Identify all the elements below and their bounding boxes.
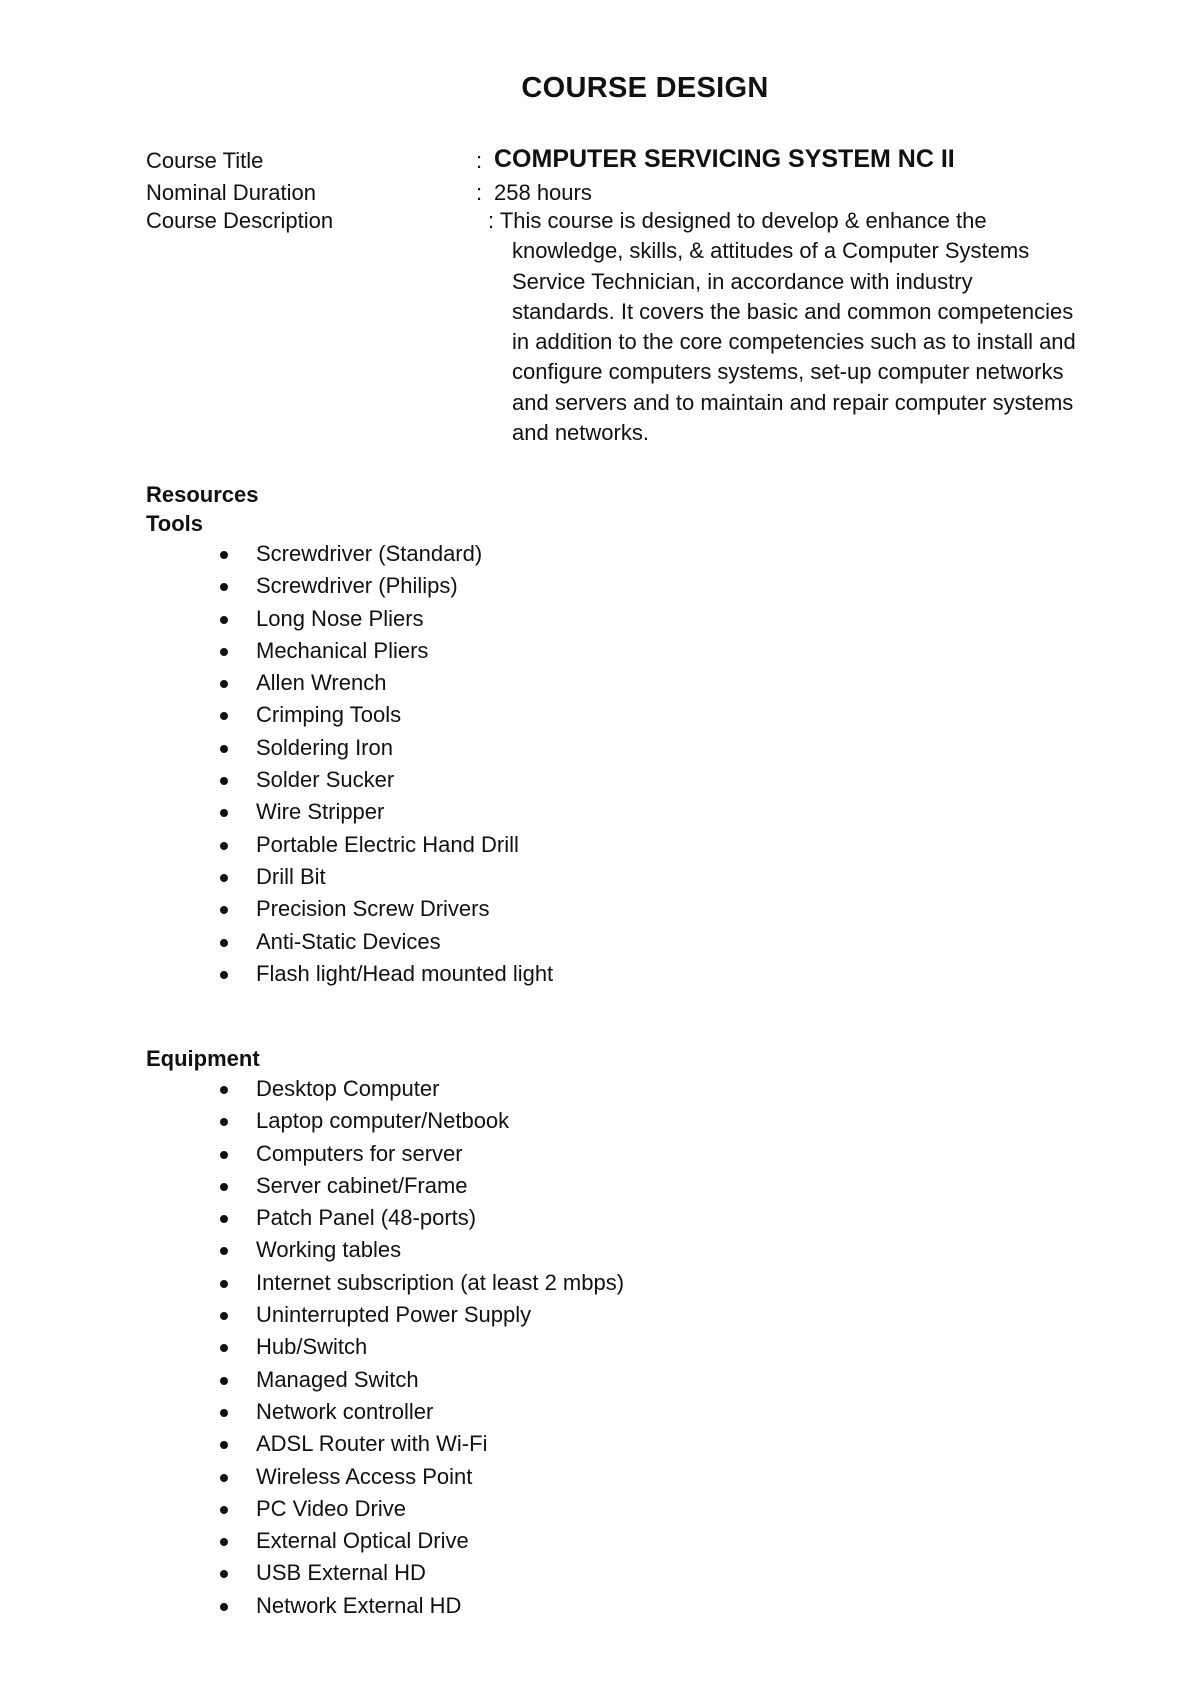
equipment-item-label: Laptop computer/Netbook	[256, 1108, 510, 1134]
list-item	[146, 1461, 624, 1493]
bullet-icon	[220, 809, 228, 817]
equipment-item-label: Internet subscription (at least 2 mbps)	[256, 1269, 625, 1295]
bullet-icon	[220, 616, 228, 624]
bullet-icon	[220, 874, 228, 882]
tool-item-label: Screwdriver (Philips)	[256, 573, 458, 599]
bullet-icon	[220, 1215, 228, 1223]
equipment-item-label: Network controller	[256, 1398, 434, 1424]
nominal-duration-value: 258 hours	[494, 180, 592, 205]
list-item	[146, 1493, 624, 1525]
list-item	[146, 732, 553, 764]
list-item	[146, 1267, 624, 1299]
bullet-icon	[220, 648, 228, 656]
equipment-item-label: Desktop Computer	[256, 1076, 440, 1101]
list-item	[146, 1170, 624, 1202]
list-item	[146, 1525, 624, 1557]
tool-item-label: Solder Sucker	[256, 767, 395, 793]
bullet-icon	[220, 680, 228, 688]
list-item	[146, 829, 553, 861]
list-item	[146, 635, 553, 667]
equipment-item-label: Working tables	[256, 1237, 402, 1263]
equipment-item-label: Uninterrupted Power Supply	[256, 1302, 532, 1328]
bullet-icon	[220, 1377, 228, 1385]
bullet-icon	[220, 712, 228, 720]
bullet-icon	[220, 1280, 228, 1288]
tool-item-label: Long Nose Pliers	[256, 605, 424, 631]
equipment-item-label: PC Video Drive	[256, 1495, 406, 1521]
list-item	[146, 1364, 624, 1396]
equipment-item-label: USB External HD	[256, 1560, 426, 1586]
bullet-icon	[220, 1312, 228, 1320]
equipment-item-label: Network External HD	[256, 1592, 462, 1618]
bullet-icon	[220, 971, 228, 979]
equipment-item-label: Hub/Switch	[256, 1334, 368, 1360]
bullet-icon	[220, 1441, 228, 1449]
equipment-item-label: Server cabinet/Frame	[256, 1172, 468, 1198]
bullet-icon	[220, 1151, 228, 1159]
course-description-first-line: : This course is designed to develop & enhance the	[488, 208, 987, 233]
tools-list	[146, 538, 553, 990]
bullet-icon	[220, 1538, 228, 1546]
equipment-item-label: External Optical Drive	[256, 1528, 469, 1554]
bullet-icon	[220, 1506, 228, 1514]
list-item	[146, 699, 553, 731]
list-item	[146, 764, 553, 796]
nominal-duration-colon: :	[476, 180, 483, 205]
bullet-icon	[220, 1118, 228, 1126]
tool-item-label: Anti-Static Devices	[256, 928, 441, 954]
list-item	[146, 1073, 624, 1105]
list-item	[146, 1202, 624, 1234]
list-item	[146, 1557, 624, 1589]
bullet-icon	[220, 745, 228, 753]
list-item	[146, 958, 553, 990]
bullet-icon	[220, 1344, 228, 1352]
bullet-icon	[220, 906, 228, 914]
bullet-icon	[220, 1409, 228, 1417]
equipment-heading: Equipment	[146, 1046, 260, 1071]
resources-heading: Resources	[146, 482, 259, 507]
bullet-icon	[220, 583, 228, 591]
course-title-value: COMPUTER SERVICING SYSTEM NC II	[494, 145, 955, 173]
list-item	[146, 1331, 624, 1363]
equipment-item-label: ADSL Router with Wi-Fi	[256, 1431, 488, 1457]
course-description-text	[488, 206, 1148, 448]
bullet-icon	[220, 1570, 228, 1578]
tool-item-label: Soldering Iron	[256, 734, 393, 760]
equipment-item-label: Managed Switch	[256, 1366, 419, 1392]
bullet-icon	[220, 551, 228, 559]
tool-item-label: Wire Stripper	[256, 799, 385, 825]
tool-item-label: Allen Wrench	[256, 670, 387, 696]
list-item	[146, 538, 553, 570]
bullet-icon	[220, 842, 228, 850]
bullet-icon	[220, 1603, 228, 1611]
list-item	[146, 667, 553, 699]
list-item	[146, 1428, 624, 1460]
course-title-label: Course Title	[146, 148, 264, 173]
bullet-icon	[220, 1474, 228, 1482]
tool-item-label: Portable Electric Hand Drill	[256, 831, 519, 857]
bullet-icon	[220, 1247, 228, 1255]
bullet-icon	[220, 939, 228, 947]
course-title-colon: :	[476, 148, 483, 173]
list-item	[146, 796, 553, 828]
bullet-icon	[220, 1183, 228, 1191]
tool-item-label: Flash light/Head mounted light	[256, 960, 554, 986]
list-item	[146, 861, 553, 893]
nominal-duration-label: Nominal Duration	[146, 180, 316, 205]
tools-heading: Tools	[146, 511, 204, 536]
list-item	[146, 1105, 624, 1137]
equipment-item-label: Computers for server	[256, 1140, 463, 1166]
list-item	[146, 1138, 624, 1170]
course-description-body: knowledge, skills, & attitudes of a Computer Systems Service Technician, in accordance with industry standards. It covers the basic and common competencies in addition to the core competencies such as to install and configure computers systems, set-up computer networks and servers and to maintain and repair computer systems and networks.	[512, 238, 1076, 446]
equipment-item-label: Wireless Access Point	[256, 1463, 473, 1489]
course-description-label: Course Description	[146, 208, 334, 233]
list-item	[146, 1396, 624, 1428]
list-item	[146, 926, 553, 958]
tool-item-label: Precision Screw Drivers	[256, 896, 490, 922]
tool-item-label: Drill Bit	[256, 863, 326, 889]
bullet-icon	[220, 1086, 228, 1094]
tool-item-label: Screwdriver (Standard)	[256, 541, 483, 566]
list-item	[146, 570, 553, 602]
list-item	[146, 893, 553, 925]
list-item	[146, 603, 553, 635]
tool-item-label: Mechanical Pliers	[256, 637, 429, 663]
bullet-icon	[220, 777, 228, 785]
list-item	[146, 1590, 624, 1622]
list-item	[146, 1299, 624, 1331]
equipment-item-label: Patch Panel (48-ports)	[256, 1205, 477, 1231]
tool-item-label: Crimping Tools	[256, 702, 402, 728]
list-item	[146, 1234, 624, 1266]
page-title: COURSE DESIGN	[521, 72, 769, 104]
equipment-list	[146, 1073, 624, 1622]
